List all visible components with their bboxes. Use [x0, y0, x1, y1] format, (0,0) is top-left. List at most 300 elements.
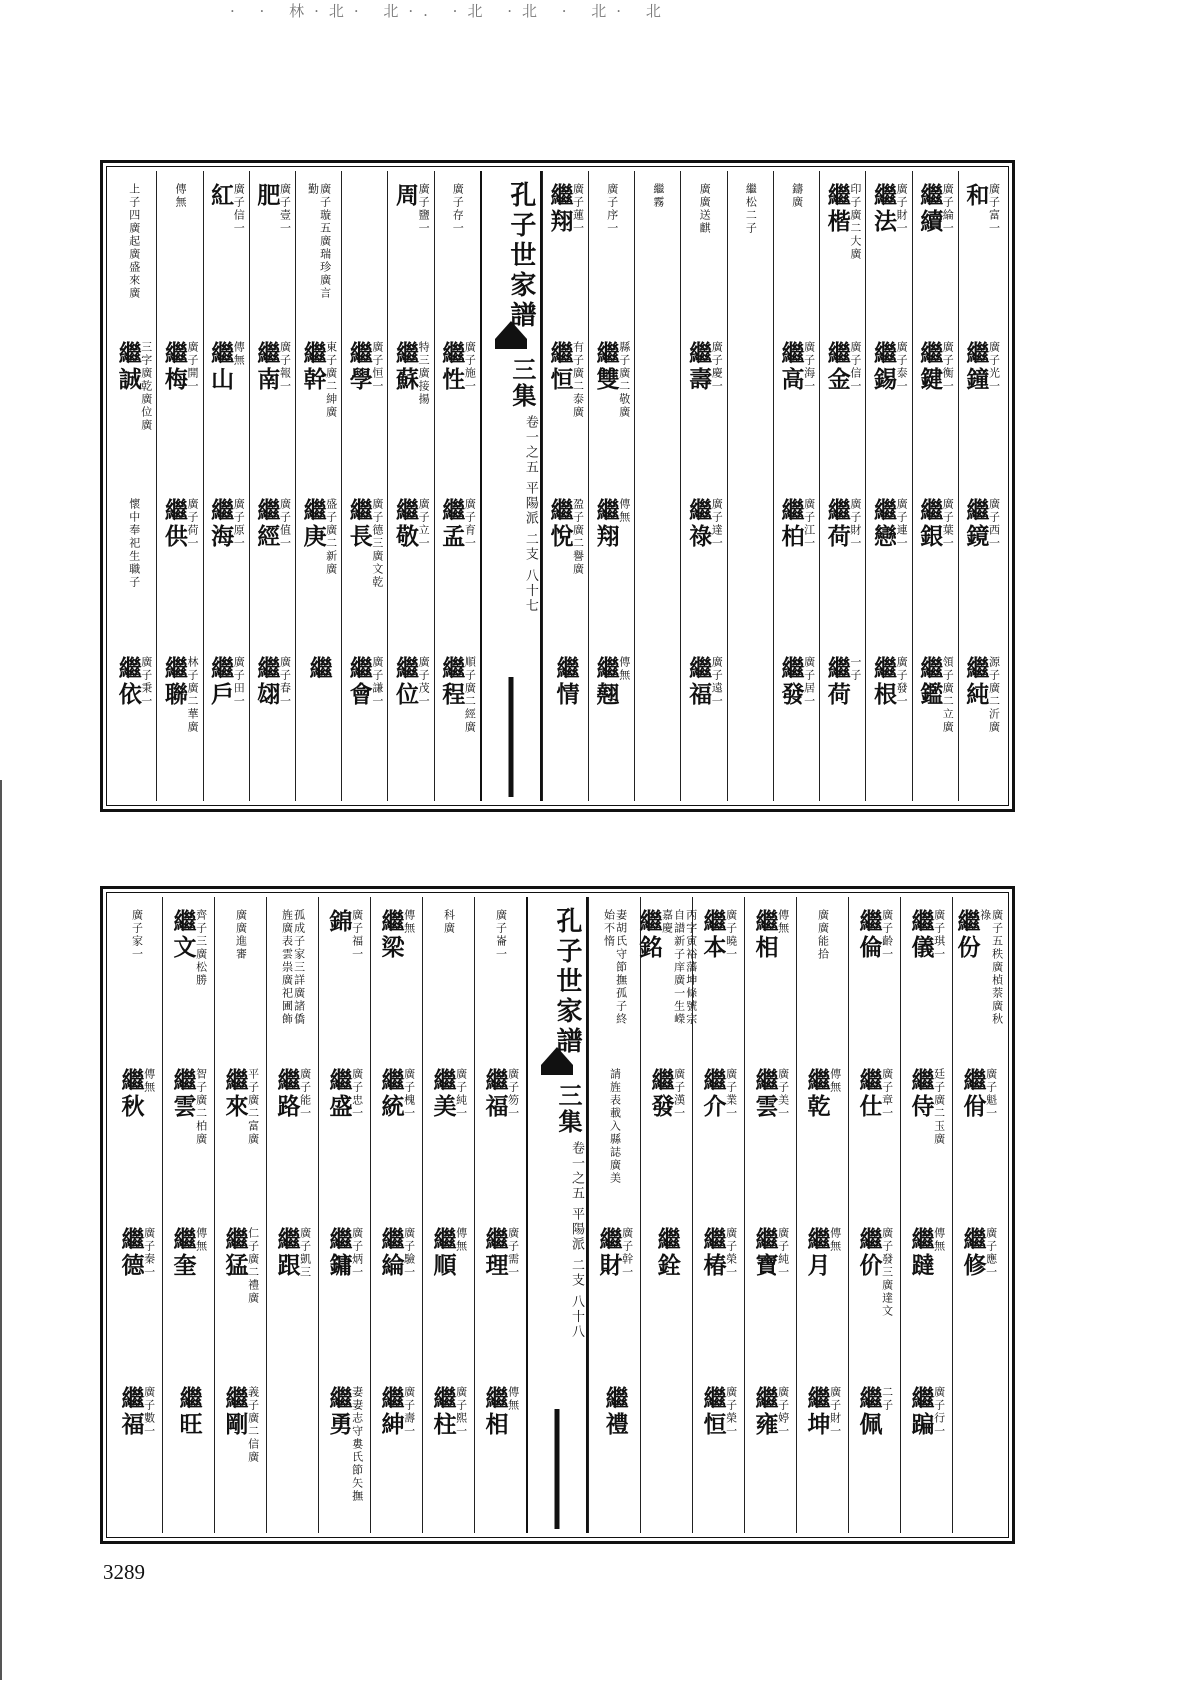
name-note: 傳無 — [828, 1227, 842, 1253]
text-column — [727, 171, 773, 801]
name-main: 肥 — [253, 183, 281, 209]
text-column — [111, 171, 156, 801]
name-main: 繼猛 — [221, 1227, 249, 1279]
name-entry — [543, 486, 588, 644]
name-entry — [866, 171, 911, 329]
name-note: 印子廣二大廣 — [848, 183, 862, 261]
name-main: 繼躂 — [907, 1227, 935, 1279]
name-main: 繼高 — [777, 340, 805, 393]
name-main: 繼聯 — [160, 655, 188, 708]
volume-detail: 卷一之五 平陽派 二支 八十七 — [522, 415, 538, 614]
name-entry — [635, 486, 680, 644]
name-main: 繼情 — [552, 655, 580, 708]
name-note: 廣子慶一 — [710, 340, 724, 393]
name-note: 仁子廣二禮廣 — [246, 1227, 260, 1305]
name-entry — [475, 1215, 526, 1374]
name-main: 繼供 — [160, 498, 188, 550]
name-entry — [728, 486, 773, 644]
name-entry — [475, 1056, 526, 1215]
name-note: 傳無 — [173, 183, 187, 209]
name-main: 繼位 — [392, 655, 419, 708]
name-main: 繼性 — [438, 340, 466, 393]
name-main: 繼財 — [595, 1227, 623, 1279]
name-main: 繼統 — [377, 1068, 405, 1120]
name-main: 周 — [392, 183, 419, 209]
name-main: 繼長 — [345, 498, 373, 550]
name-entry — [797, 1374, 848, 1533]
text-column — [588, 897, 640, 1533]
name-note: 廣子幹一 — [620, 1227, 634, 1279]
name-entry — [589, 1374, 640, 1533]
name-main: 繼蹁 — [907, 1386, 935, 1438]
name-note: 廣子漢一 — [672, 1068, 686, 1120]
name-entry — [163, 897, 214, 1056]
name-note: 智子廣二柏廣 — [194, 1068, 208, 1146]
name-entry — [681, 644, 726, 802]
name-main: 繼南 — [253, 340, 281, 393]
name-entry — [866, 486, 911, 644]
name-entry — [774, 486, 819, 644]
name-note: 傳無 — [617, 655, 631, 682]
name-entry — [901, 1374, 952, 1533]
name-note: 廣子施一 — [463, 340, 477, 393]
name-entry — [774, 171, 819, 329]
name-entry — [215, 1056, 266, 1215]
name-note: 廣子壹一 — [278, 183, 292, 235]
name-entry — [866, 644, 911, 802]
name-main: 繼勇 — [325, 1386, 353, 1438]
name-note: 一子 — [848, 655, 862, 682]
name-main: 繼壽 — [685, 340, 713, 393]
columns-top — [111, 171, 1004, 801]
name-entry — [693, 897, 744, 1056]
name-note: 廣子純一 — [454, 1068, 468, 1120]
name-main: 繼翔 — [592, 498, 620, 550]
name-main: 繼月 — [803, 1227, 831, 1279]
name-entry — [901, 1056, 952, 1215]
name-entry — [388, 329, 433, 487]
name-note: 傳無 — [828, 1068, 842, 1094]
text-column — [162, 897, 214, 1533]
text-column — [214, 897, 266, 1533]
name-entry — [774, 644, 819, 802]
name-entry — [111, 486, 156, 644]
name-note: 廣子秉一 — [139, 655, 153, 708]
name-note: 廣子曉一 — [724, 909, 738, 961]
name-entry — [589, 1215, 640, 1374]
name-main: 繼悅 — [546, 498, 574, 550]
name-main: 繼恒 — [699, 1386, 727, 1438]
center-rule — [555, 1409, 560, 1529]
name-main: 繼相 — [481, 1386, 509, 1438]
name-entry — [728, 329, 773, 487]
name-entry — [543, 329, 588, 487]
name-entry — [820, 486, 865, 644]
name-entry — [388, 171, 433, 329]
name-main: 繼梁 — [377, 909, 405, 961]
name-entry — [866, 329, 911, 487]
name-entry — [215, 1374, 266, 1533]
name-entry — [589, 171, 634, 329]
name-entry — [157, 329, 202, 487]
name-note: 廣子綸一 — [941, 183, 955, 235]
name-entry — [435, 486, 480, 644]
name-entry — [163, 1215, 214, 1374]
name-note: 廣子原一 — [232, 498, 246, 550]
name-note: 廣子炳一 — [350, 1227, 364, 1279]
name-main: 繼佾 — [959, 1068, 987, 1120]
name-main: 繼程 — [438, 655, 466, 708]
name-main: 繼楷 — [823, 183, 851, 235]
name-entry — [319, 897, 370, 1056]
name-main: 繼來 — [221, 1068, 249, 1120]
name-note: 傳無 — [506, 1386, 520, 1412]
name-entry — [913, 644, 958, 802]
name-note: 廣子財一 — [828, 1386, 842, 1438]
name-entry — [728, 644, 773, 802]
name-main: 繼翹 — [592, 655, 620, 708]
text-column — [203, 171, 249, 801]
text-column — [156, 171, 202, 801]
name-note: 科廣 — [442, 909, 456, 935]
name-note: 廣子財一 — [848, 498, 862, 550]
name-main: 繼翃 — [253, 655, 281, 708]
name-note: 廣子江一 — [802, 498, 816, 550]
name-entry — [728, 171, 773, 329]
name-note: 廣子茂一 — [417, 655, 431, 708]
name-main: 繼剛 — [221, 1386, 249, 1438]
fishtail-band — [541, 1065, 573, 1075]
name-note: 廣子謙一 — [370, 655, 384, 708]
name-entry — [371, 1215, 422, 1374]
name-entry — [296, 329, 341, 487]
name-note: 廣子婷一 — [776, 1386, 790, 1438]
name-entry — [589, 486, 634, 644]
name-main: 繼戀 — [869, 498, 897, 550]
name-note: 妻胡氏守節撫孤子終始不惰 — [602, 909, 628, 1026]
name-note: 廷子廣二玉廣 — [932, 1068, 946, 1146]
name-main: 錦 — [325, 909, 353, 935]
name-note: 縣子廣二敬廣 — [617, 340, 631, 419]
name-note: 廣子槐一 — [402, 1068, 416, 1120]
name-note: 孤成子家三詳廣諸僑旌廣表雲祟廣祀圃飾 — [280, 909, 306, 1026]
name-entry — [820, 644, 865, 802]
text-column — [900, 897, 952, 1533]
name-entry — [543, 171, 588, 329]
name-main: 繼奎 — [169, 1227, 197, 1279]
name-note: 傳無 — [232, 340, 246, 367]
text-column — [634, 171, 680, 801]
name-note: 廣子齡一 — [880, 909, 894, 961]
name-note: 廣子德三廣文乾 — [370, 498, 384, 589]
name-entry — [901, 1215, 952, 1374]
name-main: 繼敬 — [392, 498, 419, 550]
name-entry — [681, 486, 726, 644]
name-entry — [745, 1215, 796, 1374]
name-entry — [797, 1056, 848, 1215]
name-main: 繼寶 — [751, 1227, 779, 1279]
name-main: 繼鏞 — [325, 1227, 353, 1279]
name-entry — [250, 486, 295, 644]
name-note: 齊子三廣松勝 — [194, 909, 208, 987]
name-main: 繼本 — [699, 909, 727, 961]
text-column — [912, 171, 958, 801]
name-note: 廣子序一 — [605, 183, 619, 235]
columns-bottom — [111, 897, 1004, 1533]
name-main: 繼戶 — [207, 655, 235, 708]
name-main: 繼柏 — [777, 498, 805, 550]
name-note: 廣子純一 — [776, 1227, 790, 1279]
name-entry — [267, 1374, 318, 1533]
name-entry — [959, 329, 1004, 487]
name-note: 廣子數一 — [142, 1386, 156, 1438]
name-main: 繼祿 — [685, 498, 713, 550]
name-main: 繼鑑 — [916, 655, 944, 708]
name-note: 盈子廣二譽廣 — [571, 498, 585, 576]
name-main: 繼坤 — [803, 1386, 831, 1438]
name-entry — [267, 1056, 318, 1215]
book-title: 孔子世家譜 — [552, 907, 582, 1057]
name-note: 廣子田一 — [232, 655, 246, 708]
name-entry — [693, 1374, 744, 1533]
name-entry — [215, 1215, 266, 1374]
name-note: 傳無 — [402, 909, 416, 935]
name-main: 繼秋 — [117, 1068, 145, 1120]
text-column — [958, 171, 1004, 801]
name-entry — [371, 1374, 422, 1533]
name-entry — [820, 171, 865, 329]
name-main: 繼經 — [253, 498, 281, 550]
name-entry — [215, 897, 266, 1056]
name-entry — [635, 644, 680, 802]
name-main: 繼翔 — [546, 183, 574, 235]
name-main: 繼旺 — [175, 1386, 203, 1438]
text-column — [692, 897, 744, 1533]
fishtail-band — [495, 339, 527, 349]
name-main: 繼仕 — [855, 1068, 883, 1120]
name-note: 東子廣二紳廣 — [324, 340, 338, 419]
name-main: 繼份 — [953, 909, 981, 961]
name-entry — [371, 1056, 422, 1215]
name-note: 廣子琪一 — [932, 909, 946, 961]
name-note: 繼霧 — [651, 183, 665, 209]
name-note: 請旌表載入縣誌廣美 — [608, 1068, 622, 1185]
name-note: 順子廣二經廣 — [463, 655, 477, 734]
name-main: 繼根 — [869, 655, 897, 708]
name-note: 廣子發三廣達文 — [880, 1227, 894, 1318]
name-entry — [475, 1374, 526, 1533]
name-entry — [204, 486, 249, 644]
name-entry — [423, 897, 474, 1056]
name-main: 繼佩 — [855, 1386, 883, 1438]
name-main: 繼修 — [959, 1227, 987, 1279]
name-entry — [745, 1056, 796, 1215]
name-entry — [635, 897, 698, 1056]
name-entry — [589, 897, 640, 1056]
name-note: 廣廣進審 — [234, 909, 248, 961]
name-main: 繼幹 — [299, 340, 327, 393]
name-main: 繼倫 — [855, 909, 883, 961]
name-entry — [296, 171, 341, 329]
name-note: 廣子恒一 — [370, 340, 384, 393]
name-entry — [342, 171, 387, 329]
name-note: 廣廣送麒 — [698, 183, 712, 235]
name-note: 廣子開一 — [186, 340, 199, 393]
name-main: 繼海 — [207, 498, 235, 550]
name-note: 妻妻志守婁氏節矢撫 — [350, 1386, 364, 1503]
name-entry — [204, 644, 249, 802]
name-entry — [745, 897, 796, 1056]
center-title-column — [526, 897, 588, 1533]
name-entry — [371, 897, 422, 1056]
name-note: 領子廣二立廣 — [941, 655, 955, 734]
name-note: 廣子璇五廣瑞珍廣言勤 — [306, 183, 332, 300]
name-entry — [849, 897, 900, 1056]
text-column — [295, 171, 341, 801]
name-note: 廣子值一 — [278, 498, 292, 550]
book-title: 孔子世家譜 — [505, 181, 536, 331]
name-entry — [849, 1374, 900, 1533]
text-column — [318, 897, 370, 1533]
name-main: 繼會 — [345, 655, 373, 708]
name-entry — [319, 1374, 370, 1533]
name-entry — [435, 644, 480, 802]
name-entry — [204, 171, 249, 329]
name-entry — [342, 644, 387, 802]
text-column — [796, 897, 848, 1533]
name-main: 繼雍 — [751, 1386, 779, 1438]
name-note: 廣子發一 — [895, 655, 909, 708]
name-entry — [250, 171, 295, 329]
scan-margin-line — [0, 780, 2, 1680]
text-column — [474, 897, 526, 1533]
name-main: 繼銓 — [653, 1227, 681, 1279]
name-note: 廣子鹽一 — [417, 183, 431, 235]
name-note: 平子廣二富廣 — [246, 1068, 260, 1146]
name-note: 義子廣二信廣 — [246, 1386, 260, 1464]
name-note: 廣子章一 — [880, 1068, 894, 1120]
name-entry — [319, 1056, 370, 1215]
name-main: 繼德 — [117, 1227, 145, 1279]
name-note: 三字廣乾廣位廣 — [139, 340, 153, 432]
cropped-top-text: · · 林·北· 北·. ·北 ·北 · 北· 北 — [230, 2, 671, 20]
name-main: 繼雲 — [169, 1068, 197, 1120]
name-main: 繼 — [305, 655, 333, 682]
text-column — [542, 171, 588, 801]
name-entry — [163, 1374, 214, 1533]
name-note: 廣廣能拾 — [816, 909, 830, 961]
volume-detail: 卷一之五 平陽派 二支 八十八 — [569, 1141, 584, 1340]
name-main: 繼孟 — [438, 498, 466, 550]
name-main: 繼儀 — [907, 909, 935, 961]
text-column — [680, 171, 726, 801]
name-main: 繼山 — [207, 340, 235, 393]
name-main: 繼美 — [429, 1068, 457, 1120]
name-main: 繼价 — [855, 1227, 883, 1279]
name-note: 有子廣二泰廣 — [571, 340, 585, 419]
text-column — [341, 171, 387, 801]
name-note: 林子廣二華廣 — [186, 655, 199, 734]
name-entry — [163, 1056, 214, 1215]
name-entry — [797, 897, 848, 1056]
name-entry — [342, 329, 387, 487]
name-note: 廣子財一 — [895, 183, 909, 235]
name-entry — [797, 1215, 848, 1374]
page-number: 3289 — [103, 1560, 145, 1584]
name-entry — [820, 329, 865, 487]
name-note: 廣子崙一 — [494, 909, 508, 961]
name-note: 廣子業一 — [724, 1068, 738, 1120]
name-main: 繼福 — [685, 655, 713, 708]
name-note: 上子四廣起廣盛來廣 — [127, 183, 141, 300]
name-note: 廣子存一 — [451, 183, 465, 235]
name-entry — [435, 329, 480, 487]
name-entry — [111, 171, 156, 329]
name-entry — [111, 1215, 162, 1374]
name-main: 繼文 — [169, 909, 197, 961]
name-note: 廣子需一 — [506, 1227, 520, 1279]
name-entry — [388, 486, 433, 644]
name-note: 廣子榮一 — [724, 1386, 738, 1438]
name-entry — [953, 1374, 1004, 1533]
name-note: 廣子光一 — [987, 340, 1001, 393]
name-main: 繼綸 — [377, 1227, 405, 1279]
name-note: 廣子西一 — [987, 498, 1001, 550]
name-main: 繼鐘 — [962, 340, 990, 393]
name-entry — [959, 486, 1004, 644]
name-entry — [423, 1215, 474, 1374]
name-note: 廣子美一 — [776, 1068, 790, 1120]
name-entry — [267, 897, 318, 1056]
name-entry — [111, 1056, 162, 1215]
name-main: 繼蘇 — [392, 340, 419, 393]
name-main: 繼發 — [647, 1068, 675, 1120]
name-note: 傳無 — [776, 909, 790, 935]
name-entry — [849, 1215, 900, 1374]
name-entry — [111, 897, 162, 1056]
name-main: 繼雲 — [751, 1068, 779, 1120]
name-entry — [959, 171, 1004, 329]
name-main: 繼雙 — [592, 340, 620, 393]
name-entry — [849, 1056, 900, 1215]
name-main: 繼鏡 — [962, 498, 990, 550]
name-note: 廣子春一 — [278, 655, 292, 708]
name-main: 繼學 — [345, 340, 373, 393]
collection-label: 三集 — [507, 357, 537, 409]
name-note: 廣子福一 — [350, 909, 364, 961]
name-note: 廣子育一 — [463, 498, 477, 550]
name-entry — [111, 1374, 162, 1533]
name-note: 丙字寅裕藩坤條號宗自譜新子庠廣一生嶸嘉慶 — [660, 909, 698, 1026]
name-entry — [296, 486, 341, 644]
name-entry — [475, 897, 526, 1056]
text-column — [819, 171, 865, 801]
name-note: 廣子立一 — [417, 498, 431, 550]
name-entry — [913, 171, 958, 329]
name-main: 繼乾 — [803, 1068, 831, 1120]
name-note: 廣子家一 — [130, 909, 144, 961]
genealogy-page-top — [100, 160, 1015, 812]
name-main: 繼鍵 — [916, 340, 944, 393]
name-note: 廣子報一 — [278, 340, 292, 393]
name-main: 繼錫 — [869, 340, 897, 393]
name-entry — [435, 171, 480, 329]
name-main: 繼法 — [869, 183, 897, 235]
name-entry — [641, 1374, 692, 1533]
name-entry — [157, 644, 202, 802]
name-entry — [157, 171, 202, 329]
name-note: 繼松二子 — [744, 183, 758, 235]
